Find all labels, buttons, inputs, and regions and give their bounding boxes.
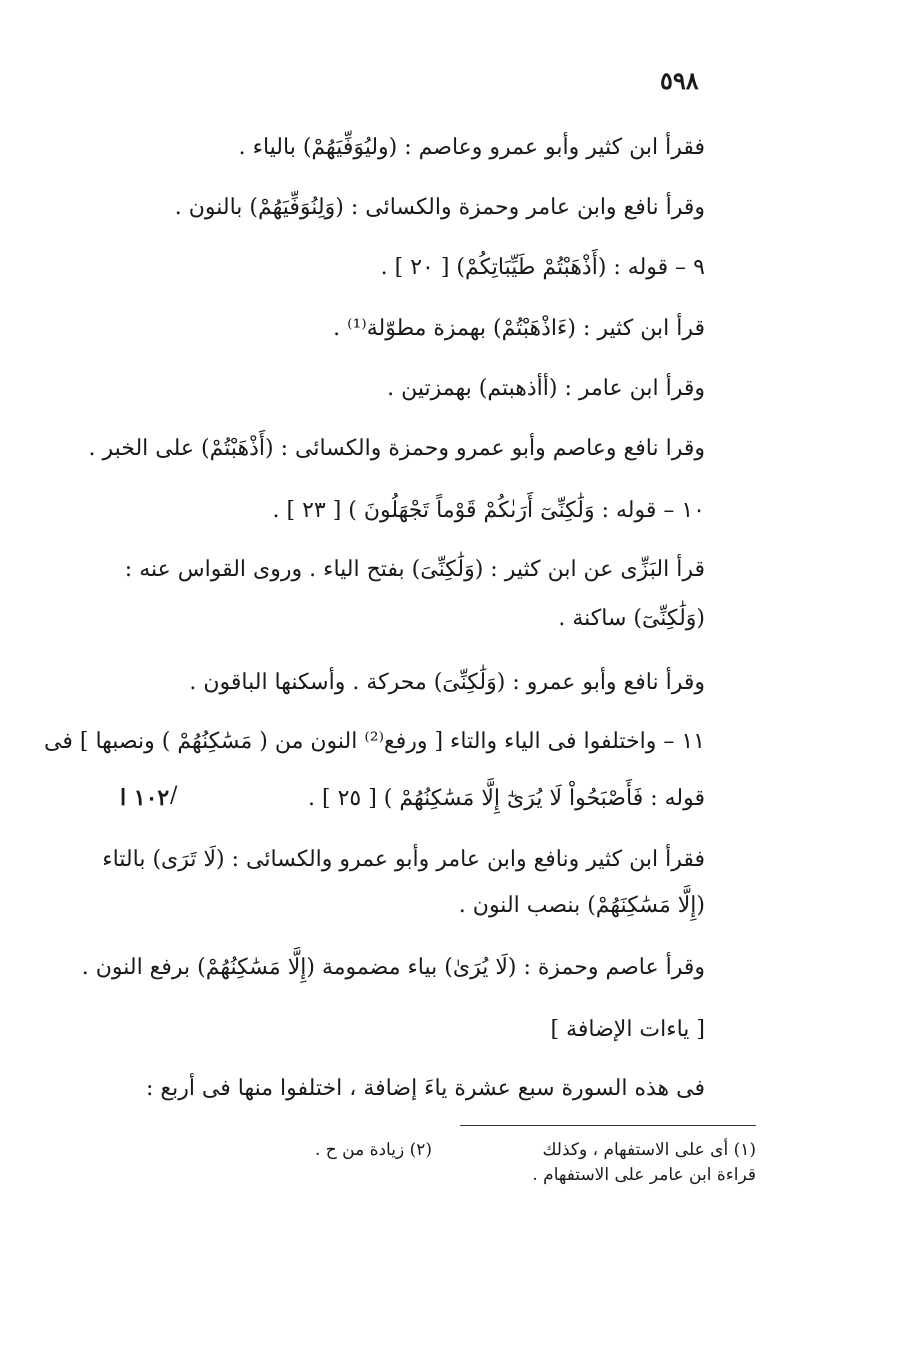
text-line: ٩ – قوله : (أَذْهَبْتُمْ طَيِّبَاتِكُمْ) [ ٢٠ ] . bbox=[380, 255, 705, 280]
footnote-1-continued: قراءة ابن عامر على الاستفهام . bbox=[532, 1165, 756, 1185]
text-line: ١٠ – قوله : وَلَٰكِنِّىٓ أَرَىٰكُمْ قَوْماً تَجْهَلُونَ ) [ ٢٣ ] . bbox=[272, 498, 705, 523]
text-line: وقرا نافع وعاصم وأبو عمرو وحمزة والكسائى : (أَذْهَبْتُمْ) على الخبر . bbox=[88, 436, 705, 461]
margin-folio: ١٠٢ ا bbox=[120, 785, 170, 811]
text-line: قرأ البَزِّى عن ابن كثير : (وَلَٰكِنِّىَ) بفتح الياء . وروى القواس عنه : bbox=[124, 557, 705, 582]
text-line: وقرأ نافع وأبو عمرو : (وَلَٰكِنِّىَ) محركة . وأسكنها الباقون . bbox=[189, 670, 705, 695]
text-line: ١١ – واختلفوا فى الياء والتاء [ ورفع⁽²⁾ النون من ( مَسَٰكِنُهُمْ ) ونصبها ] فى bbox=[44, 729, 705, 754]
text-line: (وَلَٰكِنِّىٓ) ساكنة . bbox=[558, 606, 705, 631]
text-line: وقرأ ابن عامر : (أأذهبتم) بهمزتين . bbox=[387, 376, 705, 401]
text-line: قرأ ابن كثير : (ءَاذْهَبْتُمْ) بهمزة مطوّلة⁽¹⁾ . bbox=[333, 316, 705, 341]
text-line: فى هذه السورة سبع عشرة ياءَ إضافة ، اختلفوا منها فى أربع : bbox=[145, 1076, 705, 1101]
text-line: وقرأ عاصم وحمزة : (لَا يُرَىٰ) بياء مضمومة (إِلَّا مَسَٰكِنُهُمْ) برفع النون . bbox=[81, 955, 705, 980]
page-number: ٥٩٨ bbox=[660, 66, 699, 95]
footnote-1: (١) أى على الاستفهام ، وكذلك bbox=[542, 1140, 756, 1160]
text-line: فقرأ ابن كثير ونافع وابن عامر وأبو عمرو والكسائى : (لَا تَرَى) بالتاء bbox=[102, 847, 705, 872]
margin-slash: / bbox=[170, 783, 178, 808]
section-heading: [ ياءات الإضافة ] bbox=[550, 1017, 705, 1042]
footnote-rule bbox=[460, 1125, 756, 1126]
text-line: (إِلَّا مَسَٰكِنَهُمْ) بنصب النون . bbox=[458, 893, 705, 918]
text-line: قوله : فَأَصْبَحُواْ لَا يُرَىٰٓ إِلَّا مَسَٰكِنُهُمْ ) [ ٢٥ ] . bbox=[308, 786, 705, 811]
text-line: وقرأ نافع وابن عامر وحمزة والكسائى : (وَلِنُوَفِّيَهُمْ) بالنون . bbox=[174, 195, 705, 220]
footnote-2: (٢) زيادة من ح . bbox=[314, 1140, 432, 1160]
text-line: فقرأ ابن كثير وأبو عمرو وعاصم : (وليُوَفِّيَهُمْ) بالياء . bbox=[238, 135, 705, 160]
